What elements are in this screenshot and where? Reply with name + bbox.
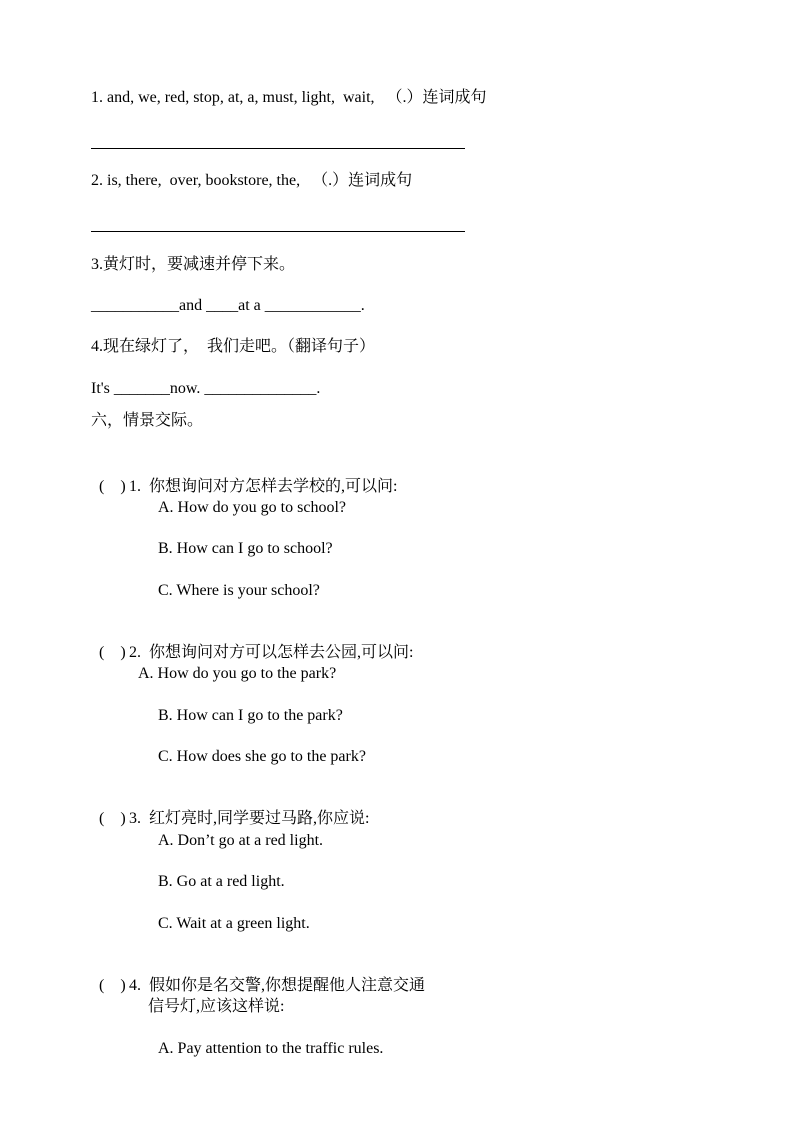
question-stem: 3. 红灯亮时,同学要过马路,你应说: [129,810,370,827]
question-stem: 1. 你想询问对方怎样去学校的,可以问: [129,478,398,495]
s6-q1-option-b: B. How can I go to school? [158,540,333,557]
answer-paren[interactable]: ( ) [99,644,126,661]
question-stem: 2. 你想询问对方可以怎样去公园,可以问: [129,644,414,661]
q3-fill-in: ___________and ____at a ____________. [91,297,365,314]
q1-text: 1. and, we, red, stop, at, a, must, light, wait, （.）连词成句 [91,89,487,106]
q3-text: 3.黄灯时，要减速并停下来。 [91,256,296,273]
s6-q1-option-c: C. Where is your school? [158,582,320,599]
answer-paren[interactable]: ( ) [99,977,126,994]
q2-text: 2. is, there, over, bookstore, the, （.）连词成句 [91,172,413,189]
answer-paren[interactable]: ( ) [99,478,126,495]
q1-answer-line[interactable] [91,148,465,149]
q4-fill-in: It's _______now. ______________. [91,380,321,397]
s6-q3-option-c: C. Wait at a green light. [158,915,310,932]
s6-q4-stem [91,956,425,996]
question-stem: 4. 假如你是名交警,你想提醒他人注意交通 [129,977,426,994]
section6-title: 六，情景交际。 [91,412,204,429]
s6-q3-stem [91,789,369,829]
s6-q1-option-a: A. How do you go to school? [158,499,346,516]
s6-q3-option-a: A. Don’t go at a red light. [158,832,324,849]
s6-q1-stem [91,457,397,497]
answer-paren[interactable]: ( ) [99,810,126,827]
q2-answer-line[interactable] [91,231,465,232]
q4-text: 4.现在绿灯了， 我们走吧。（翻译句子） [91,338,376,355]
s6-q3-option-b: B. Go at a red light. [158,873,285,890]
s6-q2-option-a: A. How do you go to the park? [138,665,337,682]
s6-q4-option-a: A. Pay attention to the traffic rules. [158,1040,384,1057]
s6-q4-stem-continued: 信号灯,应该这样说: [148,998,285,1015]
s6-q2-option-b: B. How can I go to the park? [158,707,343,724]
s6-q2-option-c: C. How does she go to the park? [158,748,366,765]
s6-q2-stem [91,623,413,663]
